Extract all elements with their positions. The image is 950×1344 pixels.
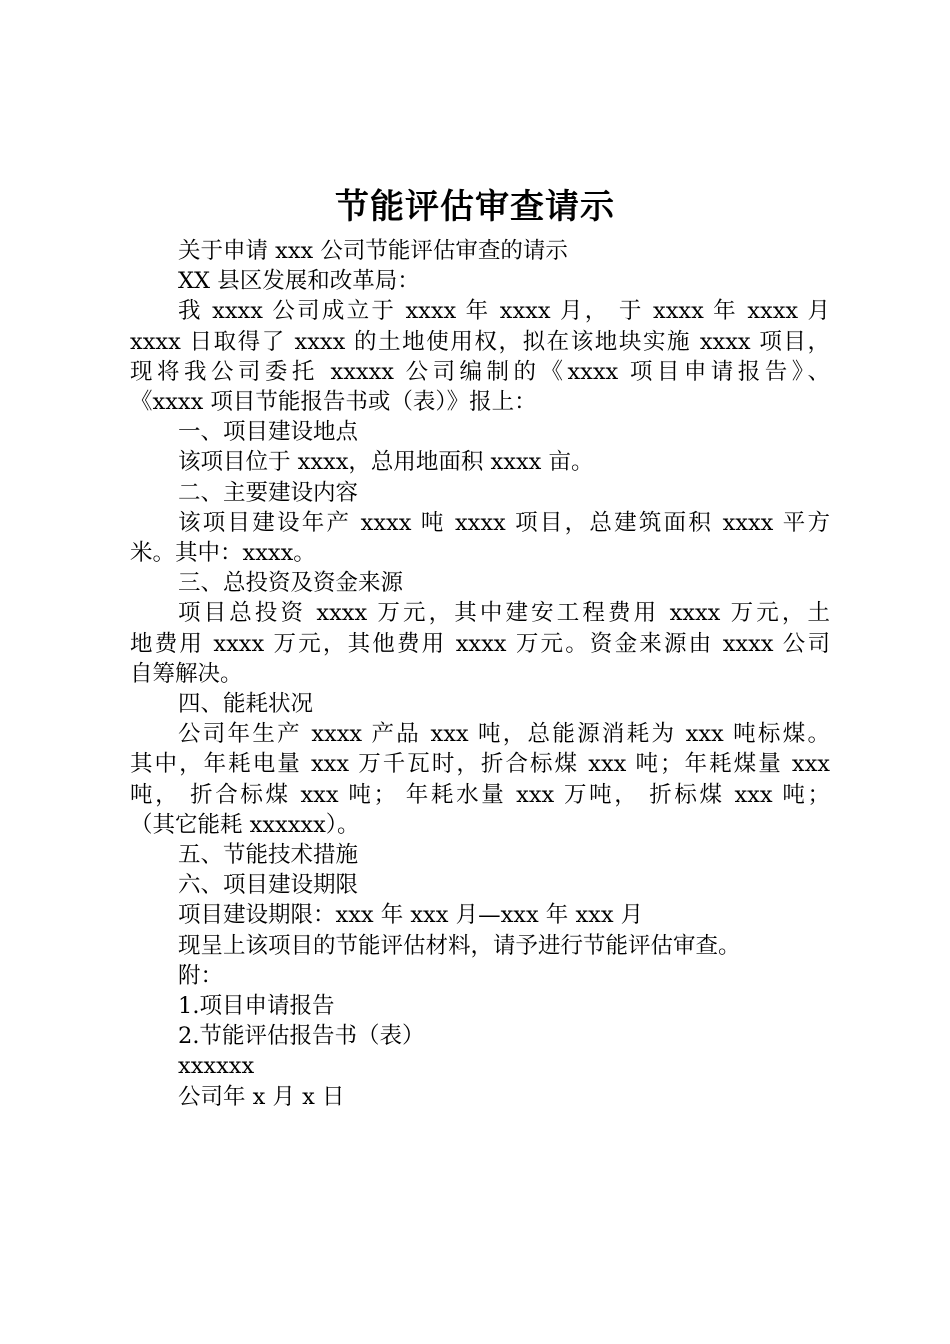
- body-line: 公司年 x 月 x 日: [178, 1083, 345, 1110]
- body-line: 其中，年耗电量 xxx 万千瓦时，折合标煤 xxx 吨；年耗煤量 xxx: [130, 751, 830, 778]
- body-line: 现将我公司委托 xxxxx 公司编制的《xxxx 项目申请报告》、: [130, 358, 830, 385]
- body-line: XX 县区发展和改革局：: [178, 268, 420, 295]
- document-body: [130, 236, 830, 1112]
- body-line: 一、项目建设地点: [178, 419, 359, 446]
- body-line: 现呈上该项目的节能评估材料，请予进行节能评估审查。: [178, 932, 741, 959]
- body-line: xxxx 日取得了 xxxx 的土地使用权，拟在该地块实施 xxxx 项目，: [130, 328, 830, 355]
- body-line: xxxxxx: [178, 1053, 255, 1080]
- body-line: 该项目位于 xxxx，总用地面积 xxxx 亩。: [178, 449, 594, 476]
- body-line: 二、主要建设内容: [178, 479, 359, 506]
- body-line: 关于申请 xxx 公司节能评估审查的请示: [178, 238, 568, 264]
- body-line: 自筹解决。: [130, 660, 243, 687]
- body-line: 项目总投资 xxxx 万元，其中建安工程费用 xxxx 万元，土: [178, 600, 830, 627]
- body-line: 米。其中：xxxx。: [130, 540, 316, 567]
- body-line: 1.项目申请报告: [178, 993, 335, 1020]
- body-line: 2.节能评估报告书（表）: [178, 1023, 425, 1050]
- body-line: 《xxxx 项目节能报告书或（表）》报上：: [130, 389, 537, 416]
- document-title: 节能评估审查请示: [335, 187, 615, 227]
- body-line: 公司年生产 xxxx 产品 xxx 吨，总能源消耗为 xxx 吨标煤。: [178, 721, 830, 748]
- body-line: 四、能耗状况: [178, 691, 314, 718]
- body-line: 三、总投资及资金来源: [178, 570, 404, 597]
- body-line: 附：: [178, 962, 224, 989]
- body-line: 项目建设期限：xxx 年 xxx 月—xxx 年 xxx 月: [178, 902, 644, 929]
- body-line: 六、项目建设期限: [178, 872, 359, 899]
- body-line: （其它能耗 xxxxxx）。: [130, 811, 360, 838]
- body-line: 我 xxxx 公司成立于 xxxx 年 xxxx 月， 于 xxxx 年 xxxx 月: [178, 298, 830, 325]
- body-line: 五、节能技术措施: [178, 842, 359, 869]
- body-line: 地费用 xxxx 万元，其他费用 xxxx 万元。资金来源由 xxxx 公司: [130, 630, 830, 657]
- body-line: 该项目建设年产 xxxx 吨 xxxx 项目，总建筑面积 xxxx 平方: [178, 509, 830, 536]
- body-line: 吨， 折合标煤 xxx 吨； 年耗水量 xxx 万吨， 折标煤 xxx 吨；: [130, 781, 830, 808]
